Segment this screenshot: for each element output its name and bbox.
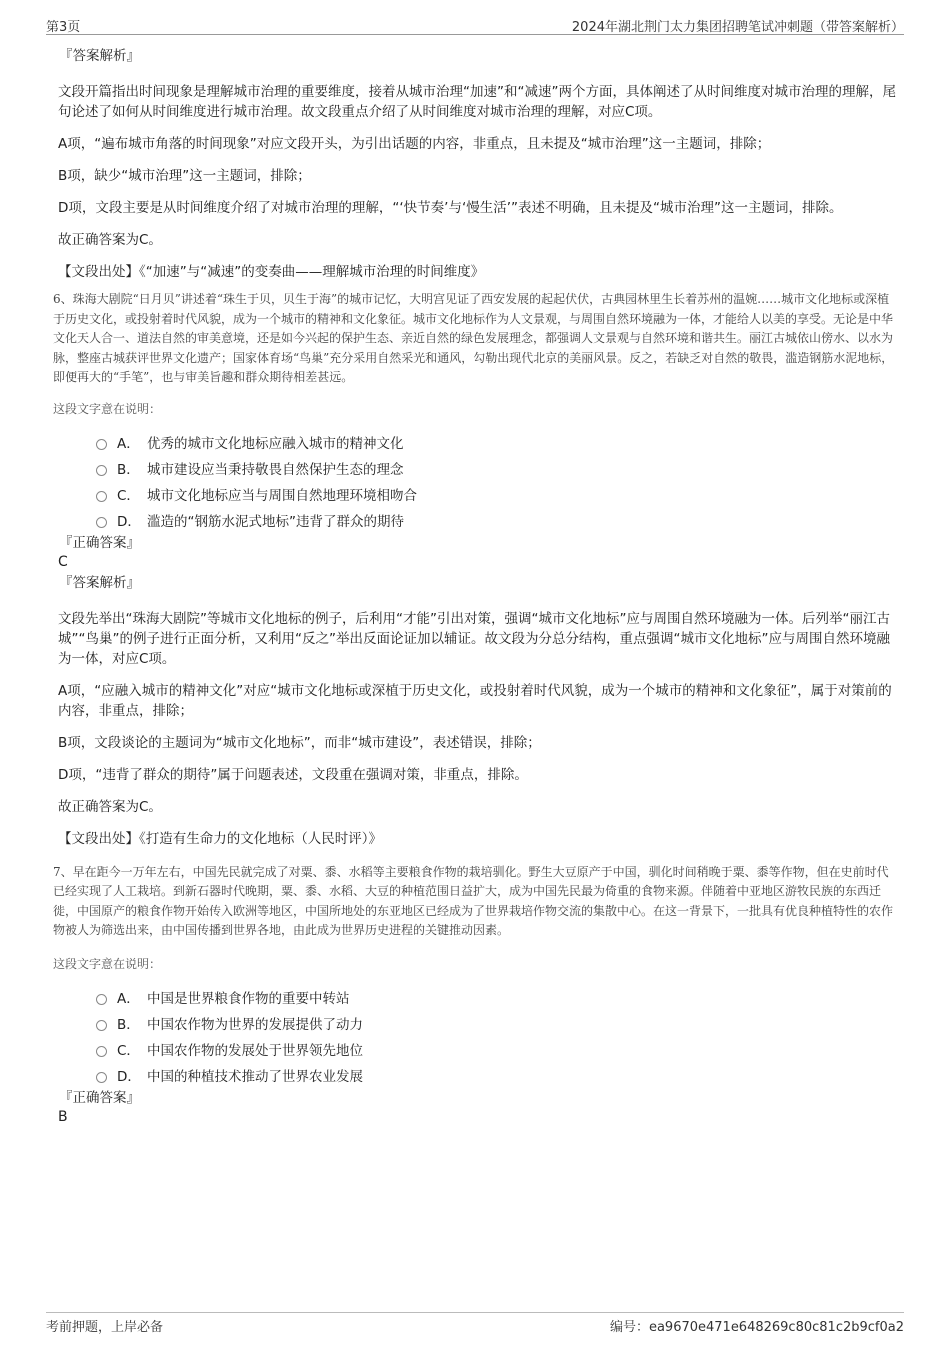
analysis-option-a: A项，“应融入城市的精神文化”对应“城市文化地标或深植于历史文化，或投射着时代风貌，成为一个城市的精神和文化象征”，属于对策前的内容，非重点，排除； xyxy=(58,682,892,719)
radio-button[interactable] xyxy=(96,465,107,476)
radio-button[interactable] xyxy=(96,491,107,502)
text-source: 【文段出处】《“加速”与“减速”的变奏曲——理解城市治理的时间维度》 xyxy=(58,264,485,280)
analysis-option-b: B项，缺少“城市治理”这一主题词，排除； xyxy=(58,168,311,184)
analysis-text: 文段开篇指出时间现象是理解城市治理的重要维度，接着从城市治理“加速”和“减速”两个方面，具体阐述了从时间维度对城市治理的理解，尾句论述了如何从时间维度进行城市治理。故文段重点介绍了从时间维度对城市治理的理解，对应C项。 xyxy=(58,84,896,120)
option-c[interactable]: C． 城市文化地标应当与周围自然地理环境相吻合 xyxy=(96,481,898,507)
analysis-label: 『答案解析』 xyxy=(59,48,140,64)
page-header xyxy=(46,14,904,35)
correct-answer: B xyxy=(58,1108,68,1125)
radio-button[interactable] xyxy=(96,1046,107,1057)
page-content xyxy=(53,46,898,1126)
text-source: 【文段出处】《打造有生命力的文化地标（人民时评）》 xyxy=(58,830,382,847)
radio-button[interactable] xyxy=(96,517,107,528)
option-b[interactable]: B． 城市建设应当秉持敬畏自然保护生态的理念 xyxy=(96,455,898,481)
question-7-stem: 7、早在距今一万年左右，中国先民就完成了对粟、黍、水稻等主要粮食作物的栽培驯化。野生大豆原产于中国，驯化时间稍晚于粟、黍等作物，但在史前时代已经实现了人工栽培。到新石器时代晚期，粟、黍、水稻、大豆的种植范围日益扩大，成为中国先民最为倚重的食物来源。伴随着中亚地区游牧民族的东西迁徙，中国原产的粮食作物开始传入欧洲等地区，中国所地处的东亚地区已经成为了世界栽培作物交流的集散中心。在这一背景下，一批具有优良种植特性的农作物被人为筛选出来，由中国传播到世界各地，由此成为世界历史进程的关键推动因素。 xyxy=(53,864,894,937)
option-b[interactable]: B． 中国农作物为世界的发展提供了动力 xyxy=(96,1010,898,1036)
correct-answer-label: 『正确答案』 xyxy=(59,534,140,551)
correct-answer: C xyxy=(58,553,68,570)
question-7-prompt: 这段文字意在说明： xyxy=(53,956,162,971)
document-title: 2024年湖北荆门太力集团招聘笔试冲刺题（带答案解析） xyxy=(571,20,904,35)
radio-button[interactable] xyxy=(96,439,107,450)
question-6-stem: 6、珠海大剧院“日月贝”讲述着“珠生于贝，贝生于海”的城市记忆，大明宫见证了西安发展的起起伏伏，古典园林里生长着苏州的温婉……城市文化地标或深植于历史文化，或投射着时代风貌，成为一个城市的精神和文化象征。城市文化地标作为人文景观，与周围自然环境融为一体，才能给人以美的享受。无论是中华文化天人合一、道法自然的审美意境，还是如今兴起的保护生态、亲近自然的绿色发展理念，都强调人文景观与自然环境和谐共生。丽江古城依山傍水、以水为脉，整座古城获评世界文化遗产；国家体育场“鸟巢”充分采用自然采光和通风，勾勒出现代北京的美丽风景。反之，若缺乏对自然的敬畏，滥造钢筋水泥地标，即便再大的“手笔”，也与审美旨趣和群众期待相差甚远。 xyxy=(53,292,894,384)
option-d[interactable]: D． 滥造的“钢筋水泥式地标”违背了群众的期待 xyxy=(96,507,898,533)
page-number: 第3页 xyxy=(46,20,81,35)
analysis-text: 文段先举出“珠海大剧院”等城市文化地标的例子，后利用“才能”引出对策，强调“城市文化地标”应与周围自然环境融为一体。后列举“丽江古城”“鸟巢”的例子进行正面分析，又利用“反之”举出反面论证加以辅证。故文段为分总分结构，重点强调“城市文化地标”应与周围自然环境融为一体，对应C项。 xyxy=(58,610,890,667)
option-a[interactable]: A． 优秀的城市文化地标应融入城市的精神文化 xyxy=(96,429,898,455)
document-id: 编号：ea9670e471e648269c80c81c2b9cf0a2 xyxy=(609,1320,904,1335)
radio-button[interactable] xyxy=(96,1072,107,1083)
analysis-conclusion: 故正确答案为C。 xyxy=(58,232,162,248)
option-c[interactable]: C． 中国农作物的发展处于世界领先地位 xyxy=(96,1036,898,1062)
radio-button[interactable] xyxy=(96,1020,107,1031)
page-footer xyxy=(46,1312,904,1335)
option-a[interactable]: A． 中国是世界粮食作物的重要中转站 xyxy=(96,984,898,1010)
analysis-option-d: D项，文段主要是从时间维度介绍了对城市治理的理解，“‘快节奏’与‘慢生活’”表述不明确，且未提及“城市治理”这一主题词，排除。 xyxy=(58,200,843,216)
question-6-prompt: 这段文字意在说明： xyxy=(53,401,162,416)
analysis-option-b: B项，文段谈论的主题词为“城市文化地标”，而非“城市建设”，表述错误，排除； xyxy=(58,734,541,751)
analysis-label: 『答案解析』 xyxy=(59,574,140,591)
footer-slogan: 考前押题，上岸必备 xyxy=(46,1320,164,1335)
question-7-options xyxy=(96,984,898,1088)
option-d[interactable]: D． 中国的种植技术推动了世界农业发展 xyxy=(96,1062,898,1088)
correct-answer-label: 『正确答案』 xyxy=(59,1089,140,1106)
analysis-conclusion: 故正确答案为C。 xyxy=(58,798,162,815)
radio-button[interactable] xyxy=(96,994,107,1005)
question-6-options xyxy=(96,429,898,533)
analysis-option-a: A项，“遍布城市角落的时间现象”对应文段开头，为引出话题的内容，非重点，且未提及“城市治理”这一主题词，排除； xyxy=(58,136,771,152)
analysis-option-d: D项，“违背了群众的期待”属于问题表述，文段重在强调对策，非重点，排除。 xyxy=(58,766,528,783)
